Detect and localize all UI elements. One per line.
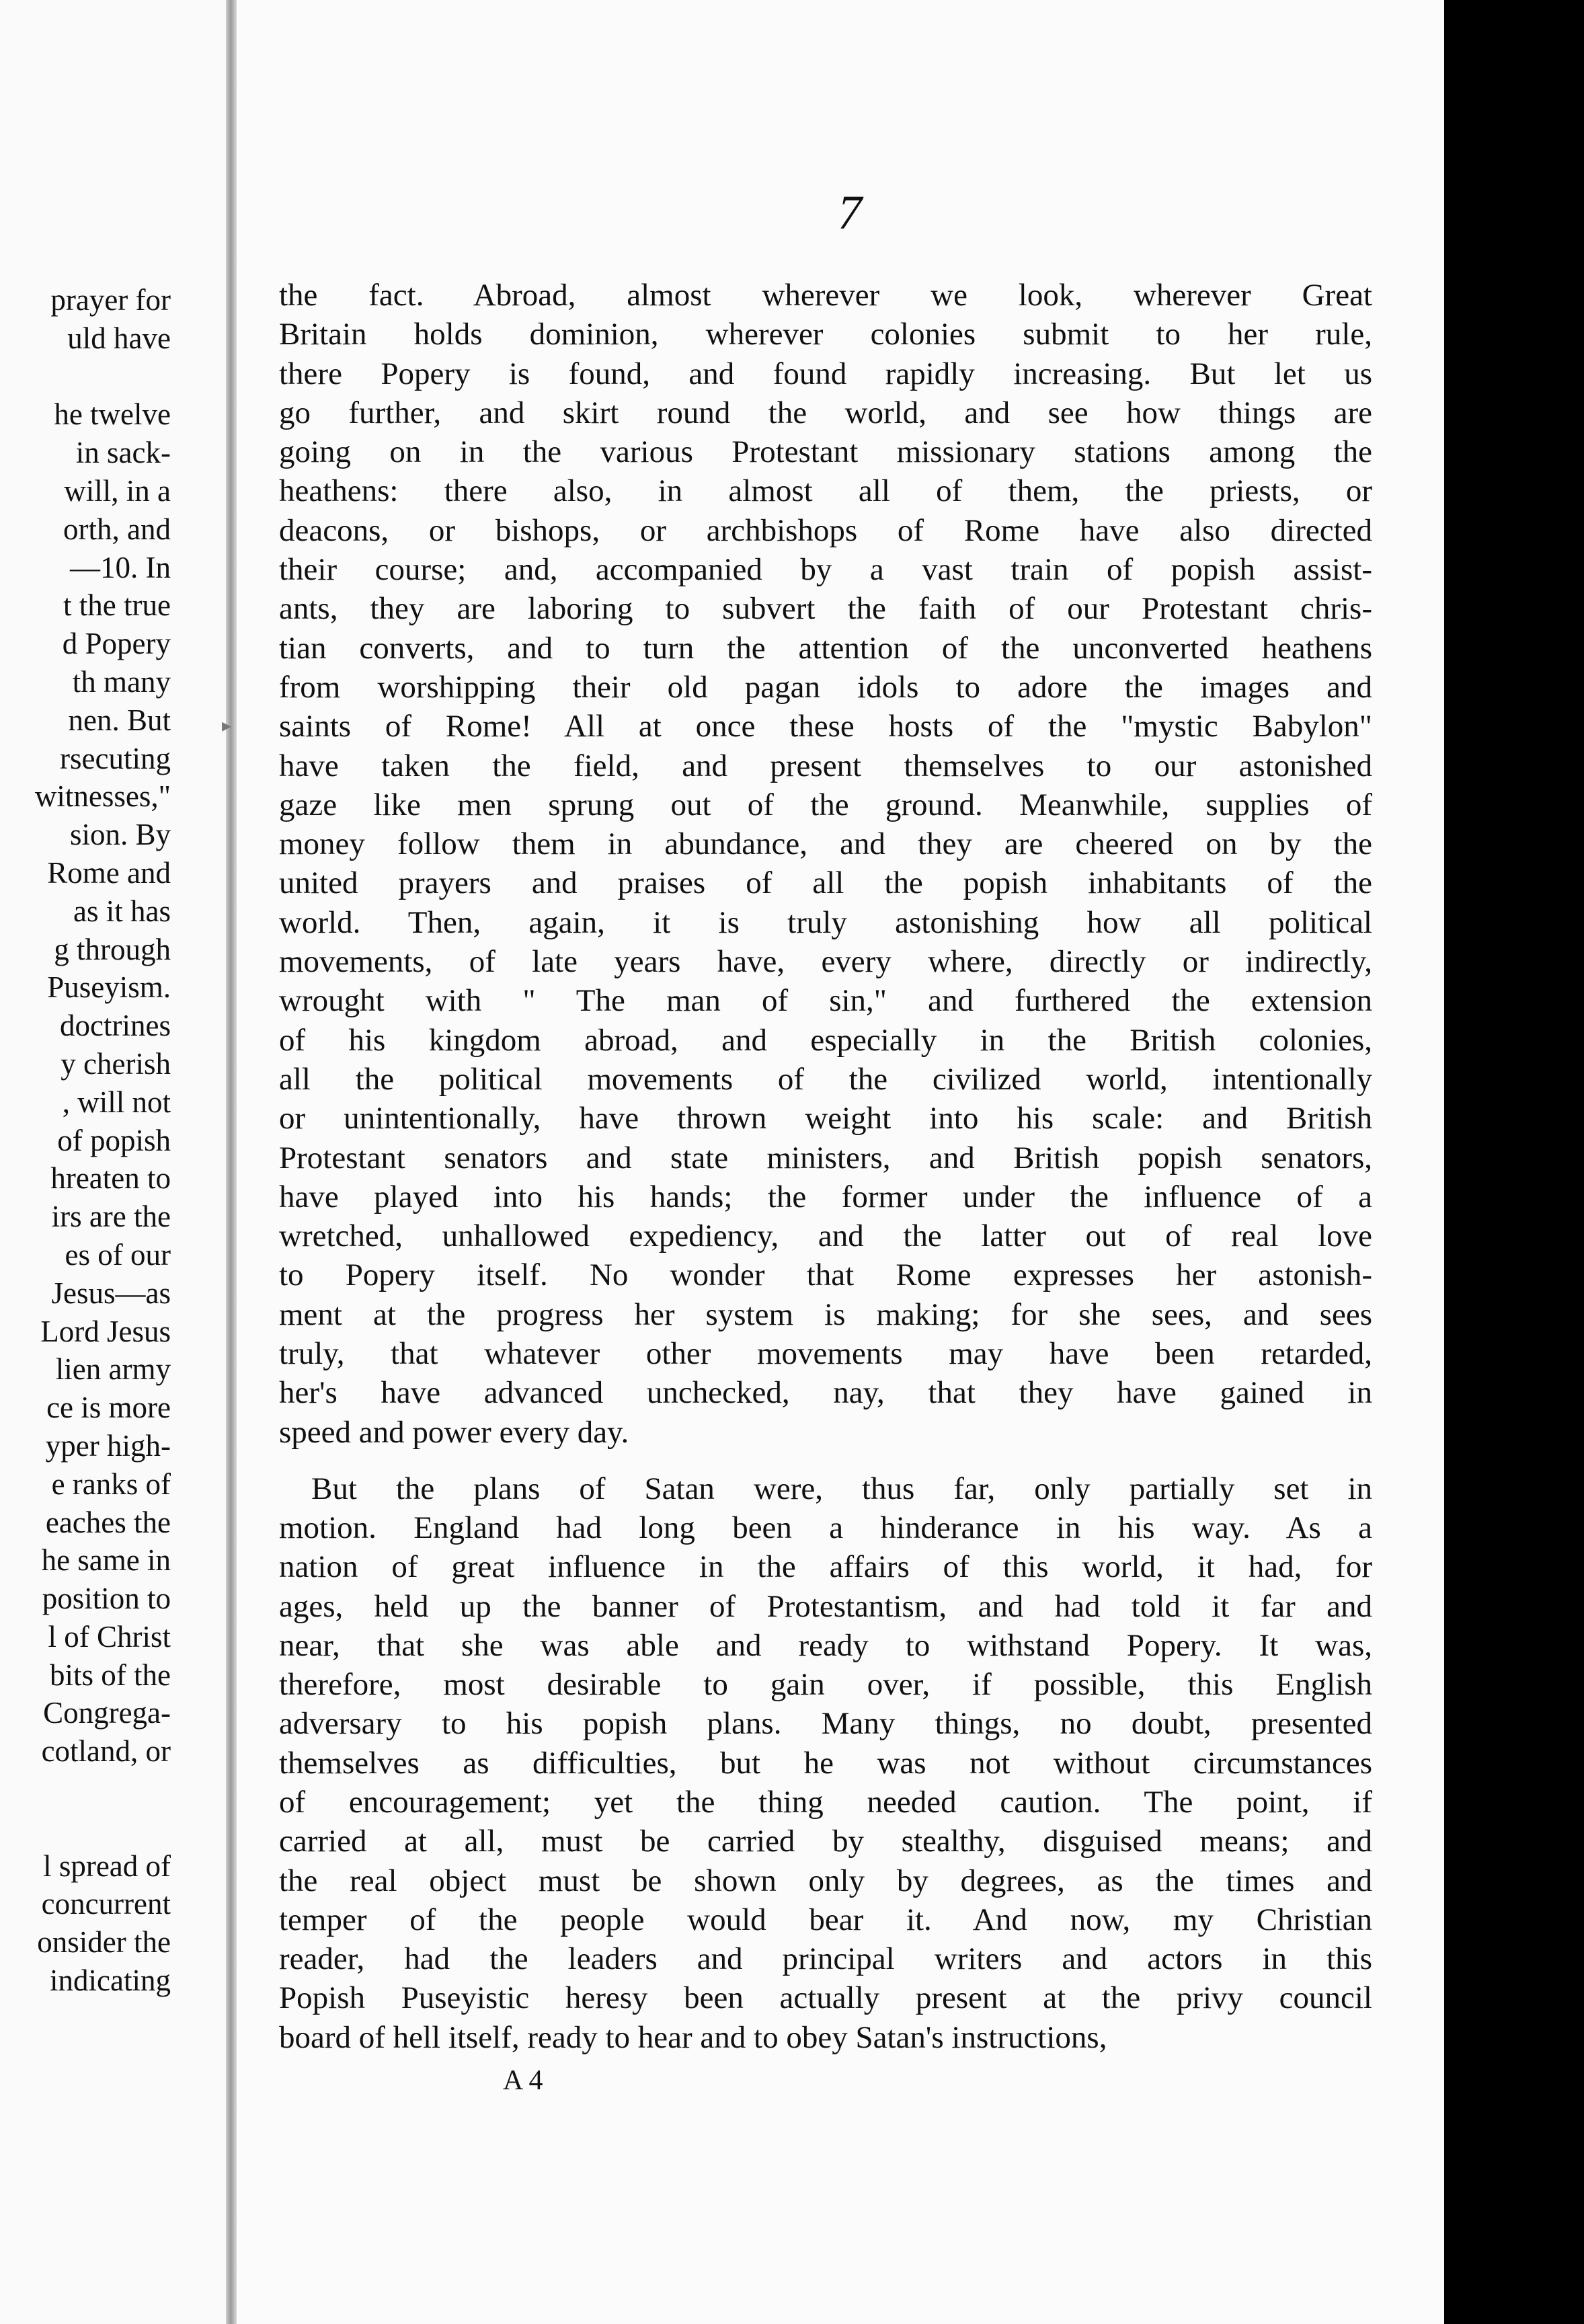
left-page-line: orth, and [63,512,171,546]
left-page-line: sion. By [69,818,171,852]
text-line: saints of Rome! All at once these hosts of the "mystic Babylon" [279,709,1372,744]
text-line: heathens: there also, in almost all of them, the priests, or [279,473,1372,509]
left-page-line: Congrega- [43,1696,171,1730]
text-line: go further, and skirt round the world, and see how things are [279,395,1372,430]
text-line: her's have advanced unchecked, nay, that they have gained in [279,1375,1372,1411]
text-line: But the plans of Satan were, thus far, only partially set in [311,1471,1372,1506]
left-page-line: as it has [73,894,171,928]
text-line: world. Then, again, it is truly astonishing how all political [279,904,1372,940]
left-page-line: of popish [57,1123,171,1157]
text-line: deacons, or bishops, or archbishops of Rome have also directed [279,512,1372,548]
left-page-line: lien army [55,1352,171,1387]
left-page-line: Puseyism. [47,970,171,1005]
left-page-line: eaches the [45,1505,171,1539]
text-line: ants, they are laboring to subvert the faith of our Protestant chris- [279,591,1372,627]
text-line: gaze like men sprung out of the ground. Meanwhile, supplies of [279,787,1372,822]
left-page-line: th many [72,664,171,699]
text-line: speed and power every day. [279,1414,629,1450]
left-page-line: prayer for [50,283,171,317]
left-page-line: irs are the [51,1200,171,1234]
text-line: Britain holds dominion, wherever colonies submit to her rule, [279,317,1372,352]
left-page-line: Rome and [47,855,171,890]
text-line: wrought with " The man of sin," and furthered the extension [279,983,1372,1019]
text-line: of his kingdom abroad, and especially in the British colonies, [279,1022,1372,1058]
text-line: ment at the progress her system is making; for she sees, and sees [279,1296,1372,1332]
text-line: have taken the field, and present themselves to our astonished [279,748,1372,783]
left-page-line [35,1809,171,1847]
text-line: nation of great influence in the affairs of this world, it had, for [279,1549,1372,1585]
left-page-line: doctrines [60,1009,171,1043]
left-page-line: indicating [50,1964,171,1998]
left-page-line: l of Christ [48,1619,171,1654]
left-page-line: g through [54,932,171,966]
left-page-line: Lord Jesus [40,1314,171,1348]
text-line: reader, had the leaders and principal writers and actors in this [279,1941,1372,1977]
text-line: wretched, unhallowed expediency, and the latter out of real love [279,1218,1372,1254]
left-page-line: onsider the [37,1925,171,1960]
left-page-line: cotland, or [41,1734,171,1769]
left-page-line: —10. In [70,550,171,584]
signature-mark: A 4 [503,2065,543,2096]
left-page-line: uld have [67,321,171,355]
text-line: going on in the various Protestant missionary stations among the [279,434,1372,470]
text-line: or unintentionally, have thrown weight into his scale: and British [279,1101,1372,1136]
left-page-line: rsecuting [60,741,171,775]
margin-mark: ▸ [222,714,232,736]
left-page-line: position to [42,1582,171,1616]
left-page-line: hreaten to [50,1161,171,1196]
left-page-line: will, in a [64,473,171,508]
left-page-line [35,1771,171,1809]
left-page-line: d Popery [62,627,171,661]
left-page-line: l spread of [43,1849,171,1883]
text-line: Protestant senators and state ministers, and British popish senators, [279,1140,1372,1175]
text-line: themselves as difficulties, but he was not without circumstances [279,1745,1372,1781]
left-page-line: t the true [63,588,171,623]
text-line: movements, of late years have, every where, directly or indirectly, [279,944,1372,980]
left-page-line: he same in [41,1543,171,1578]
text-line: money follow them in abundance, and they are cheered on by the [279,826,1372,862]
text-line: all the political movements of the civilized world, intentionally [279,1061,1372,1097]
text-line: to Popery itself. No wonder that Rome expresses her astonish- [279,1257,1372,1293]
text-line: there Popery is found, and found rapidly increasing. But let us [279,356,1372,391]
text-line: therefore, most desirable to gain over, if possible, this English [279,1667,1372,1703]
text-line: the real object must be shown only by degrees, as the times and [279,1863,1372,1898]
left-page-line: yper high- [45,1428,171,1463]
left-page-line: ce is more [46,1391,171,1425]
left-page-line [35,358,171,396]
left-page-line: in sack- [75,436,171,470]
text-line: board of hell itself, ready to hear and to obey Satan's instructions, [279,2019,1107,2055]
left-page-line: nen. But [68,703,171,737]
left-page-fragment [0,0,226,2324]
left-page-line: he twelve [54,397,171,432]
text-line: from worshipping their old pagan idols to adore the images and [279,669,1372,705]
text-line: motion. England had long been a hinderance in his way. As a [279,1510,1372,1545]
text-line: the fact. Abroad, almost wherever we look, wherever Great [279,278,1372,313]
text-line: near, that she was able and ready to withstand Popery. It was, [279,1627,1372,1663]
left-page-line: bits of the [50,1658,171,1692]
text-line: of encouragement; yet the thing needed caution. The point, if [279,1784,1372,1820]
text-line: ages, held up the banner of Protestantism, and had told it far and [279,1588,1372,1624]
text-line: united prayers and praises of all the popish inhabitants of the [279,865,1372,901]
left-page-line: witnesses," [34,779,171,814]
left-page-line: concurrent [41,1887,171,1921]
text-line: have played into his hands; the former under the influence of a [279,1179,1372,1214]
book-gutter [226,0,237,2324]
left-page-line: es of our [65,1237,171,1272]
text-line: adversary to his popish plans. Many things, no doubt, presented [279,1706,1372,1742]
page-number: 7 [838,186,862,239]
left-page-line: Jesus—as [51,1276,171,1310]
text-line: temper of the people would bear it. And now, my Christian [279,1902,1372,1937]
left-page-line: , will not [62,1085,171,1119]
text-line: carried at all, must be carried by stealthy, disguised means; and [279,1824,1372,1859]
left-page-line: y cherish [61,1046,171,1081]
text-line: their course; and, accompanied by a vast train of popish assist- [279,552,1372,588]
text-line: Popish Puseyistic heresy been actually present at the privy council [279,1980,1372,2016]
left-page-line: e ranks of [51,1467,171,1501]
left-page-text [35,281,171,2000]
body-text [279,276,1372,2057]
text-line: tian converts, and to turn the attention of the unconverted heathens [279,630,1372,666]
text-line: truly, that whatever other movements may have been retarded, [279,1336,1372,1372]
